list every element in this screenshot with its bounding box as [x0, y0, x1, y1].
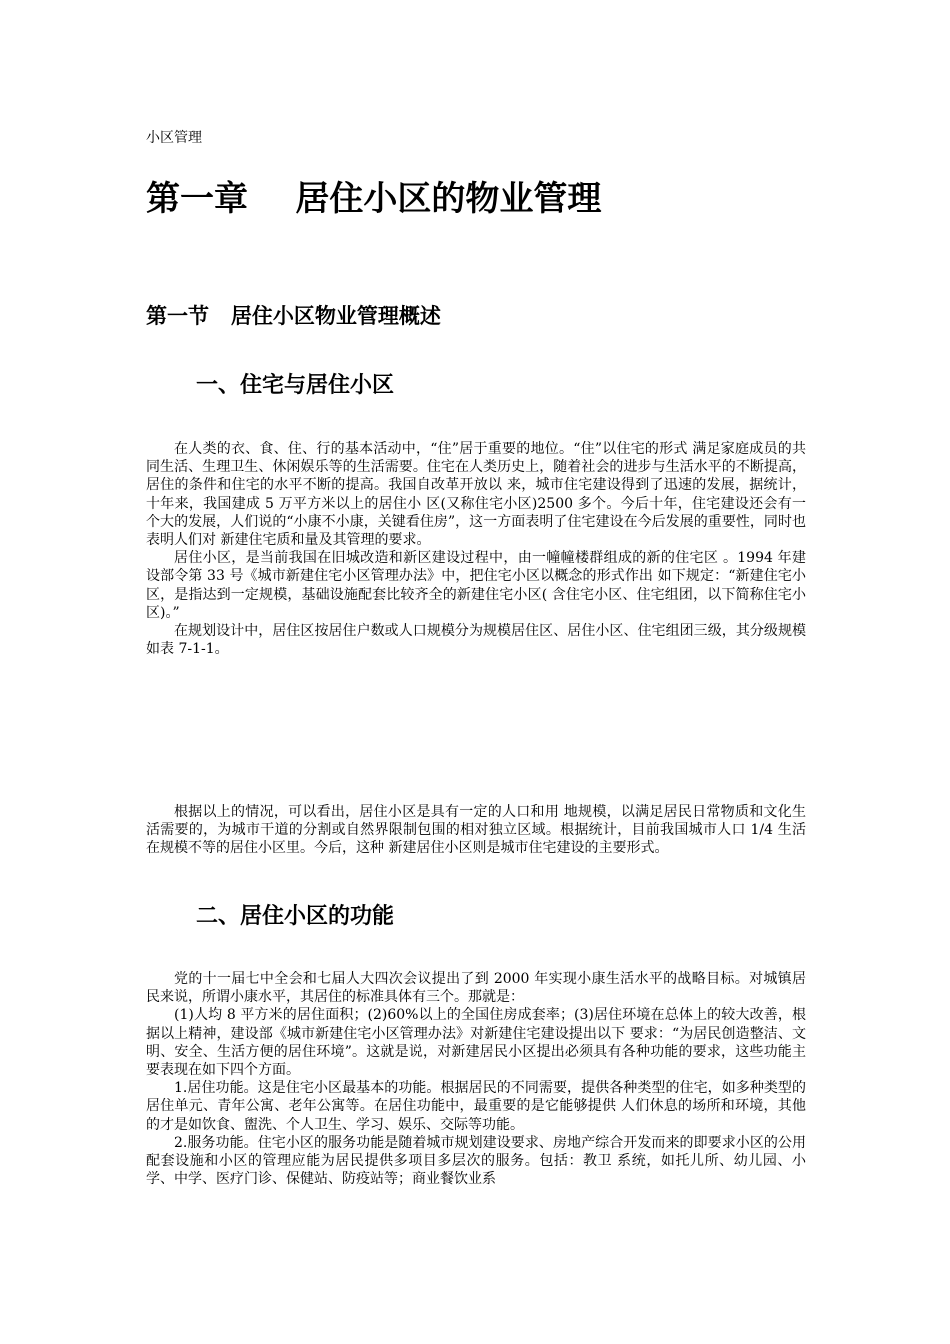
paragraph: 在规划设计中，居住区按居住户数或人口规模分为规模居住区、居住小区、住宅组团三级，其分级规模如表 7-1-1。	[146, 623, 806, 658]
text-block-housing	[146, 440, 806, 658]
text-block-summary	[146, 803, 806, 858]
paragraph: (1)人均 8 平方米的居住面积；(2)60%以上的全国住房成套率；(3)居住环境在总体上的较大改善，根据以上精神，建设部《城市新建住宅小区管理办法》对新建住宅建设提出以下 要求：“为居民创造整洁、文明、安全、生活方便的居住环境”。这就是说，对新建居民小区提出必须具有各种功能的要求，这些功能主要表现在如下四个方面。	[146, 1007, 806, 1079]
chapter-title: 第一章 居住小区的物业管理	[146, 179, 602, 219]
running-header: 小区管理	[146, 130, 202, 146]
text-block-functions	[146, 970, 806, 1188]
paragraph: 党的十一届七中全会和七届人大四次会议提出了到 2000 年实现小康生活水平的战略目标。对城镇居民来说，所谓小康水平，其居住的标准具体有三个。那就是：	[146, 971, 806, 1006]
section-title: 第一节 居住小区物业管理概述	[146, 304, 441, 328]
paragraph: 居住小区，是当前我国在旧城改造和新区建设过程中，由一幢幢楼群组成的新的住宅区 。1994 年建设部令第 33 号《城市新建住宅小区管理办法》中，把住宅小区以概念的形式作出 如下规定：“新建住宅小区，是指达到一定规模，基础设施配套比较齐全的新建住宅小区( 含住宅小区、住宅组团，以下简称住宅小区)。”	[146, 550, 806, 621]
paragraph: 在人类的衣、食、住、行的基本活动中，“住”居于重要的地位。“住”以住宅的形式 满足家庭成员的共同生活、生理卫生、休闲娱乐等的生活需要。住宅在人类历史上，随着社会的进步与生活水平的不断提高，居住的条件和住宅的水平不断的提高。我国自改革开放以 来，城市住宅建设得到了迅速的发展，据统计，十年来，我国建成 5 万平方米以上的居住小 区(又称住宅小区)2500 多个。今后十年，住宅建设还会有一个大的发展，人们说的“小康不小康，关键看住房”，这一方面表明了住宅建设在今后发展的重要性，同时也表明人们对 新建住宅质和量及其管理的要求。	[146, 441, 806, 549]
paragraph: 2.服务功能。住宅小区的服务功能是随着城市规划建设要求、房地产综合开发而来的即要求小区的公用配套设施和小区的管理应能为居民提供多项目多层次的服务。包括：教卫 系统，如托儿所、幼儿园、小学、中学、医疗门诊、保健站、防疫站等；商业餐饮业系	[146, 1134, 806, 1188]
subsection-title-1: 一、住宅与居住小区	[196, 373, 395, 398]
paragraph: 根据以上的情况，可以看出，居住小区是具有一定的人口和用 地规模，以满足居民日常物质和文化生活需要的，为城市干道的分割或自然界限制包围的相对独立区域。根据统计，目前我国城市人口 1/4 生活在规模不等的居住小区里。今后，这种 新建居住小区则是城市住宅建设的主要形式。	[146, 804, 806, 857]
paragraph: 1.居住功能。这是住宅小区最基本的功能。根据居民的不同需要，提供各种类型的住宅，如多种类型的居住单元、青年公寓、老年公寓等。在居住功能中，最重要的是它能够提供 人们休息的场所和环境，其他的才是如饮食、盥洗、个人卫生、学习、娱乐、交际等功能。	[146, 1080, 806, 1133]
subsection-title-2: 二、居住小区的功能	[196, 904, 395, 929]
